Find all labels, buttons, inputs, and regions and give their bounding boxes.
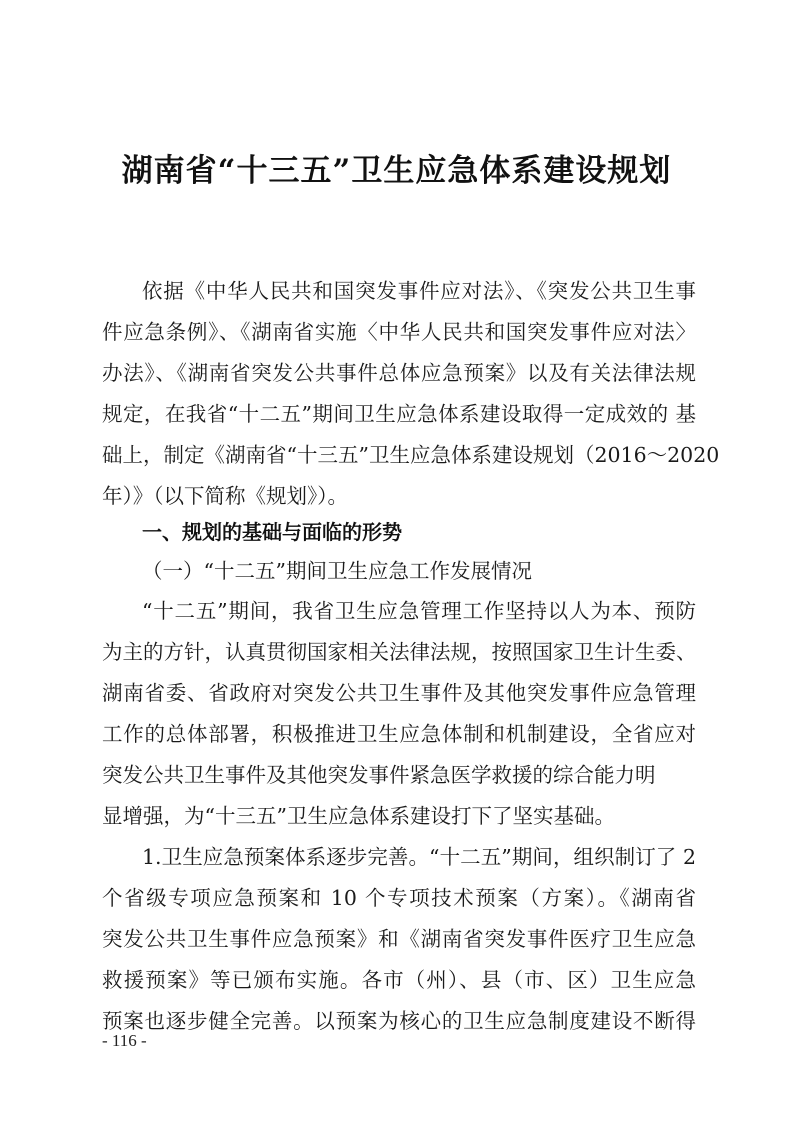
page-number: - 116 - [102,1031,147,1050]
item-line: 1.卫生应急预案体系逐步完善。“十二五”期间，组织制订了 2 [142,845,696,869]
preamble-line: 依据《中华人民共和国突发事件应对法》、《突发公共卫生事 [142,279,696,303]
preamble-line: 规定，在我省“十二五”期间卫生应急体系建设取得一定成效的 基 [102,402,696,426]
preamble-line: 办法》、《湖南省突发公共事件总体应急预案》以及有关法律法规 [102,361,696,385]
item-line: 预案也逐步健全完善。以预案为核心的卫生应急制度建设不断得 [102,1009,696,1033]
preamble-line: 件应急条例》、《湖南省实施〈中华人民共和国突发事件应对法〉 [102,320,696,344]
preamble-line: 年）》（以下简称《规划》）。 [102,484,348,508]
overview-line: 工作的总体部署，积极推进卫生应急体制和机制建设，全省应对 [102,722,696,746]
preamble-line: 础上，制定《湖南省“十三五”卫生应急体系建设规划（2016～2020 [102,443,720,467]
overview-line: 显增强，为“十三五”卫生应急体系建设打下了坚实基础。 [102,804,615,828]
overview-line: “十二五”期间，我省卫生应急管理工作坚持以人为本、预防 [142,599,696,623]
overview-line: 湖南省委、省政府对突发公共卫生事件及其他突发事件应急管理 [102,681,696,705]
subsection-heading: （一）“十二五”期间卫生应急工作发展情况 [142,559,532,583]
item-line: 个省级专项应急预案和 10 个专项技术预案（方案）。《湖南省 [102,886,696,910]
overview-line: 突发公共卫生事件及其他突发事件紧急医学救援的综合能力明 [102,763,656,787]
item-line: 救援预案》等已颁布实施。各市（州）、县（市、区）卫生应急 [102,968,696,992]
overview-line: 为主的方针，认真贯彻国家相关法律法规，按照国家卫生计生委、 [102,640,697,664]
section-heading: 一、规划的基础与面临的形势 [142,520,402,544]
document-title: 湖南省“十三五”卫生应急体系建设规划 [121,153,672,189]
item-line: 突发公共卫生事件应急预案》和《湖南省突发事件医疗卫生应急 [102,927,696,951]
